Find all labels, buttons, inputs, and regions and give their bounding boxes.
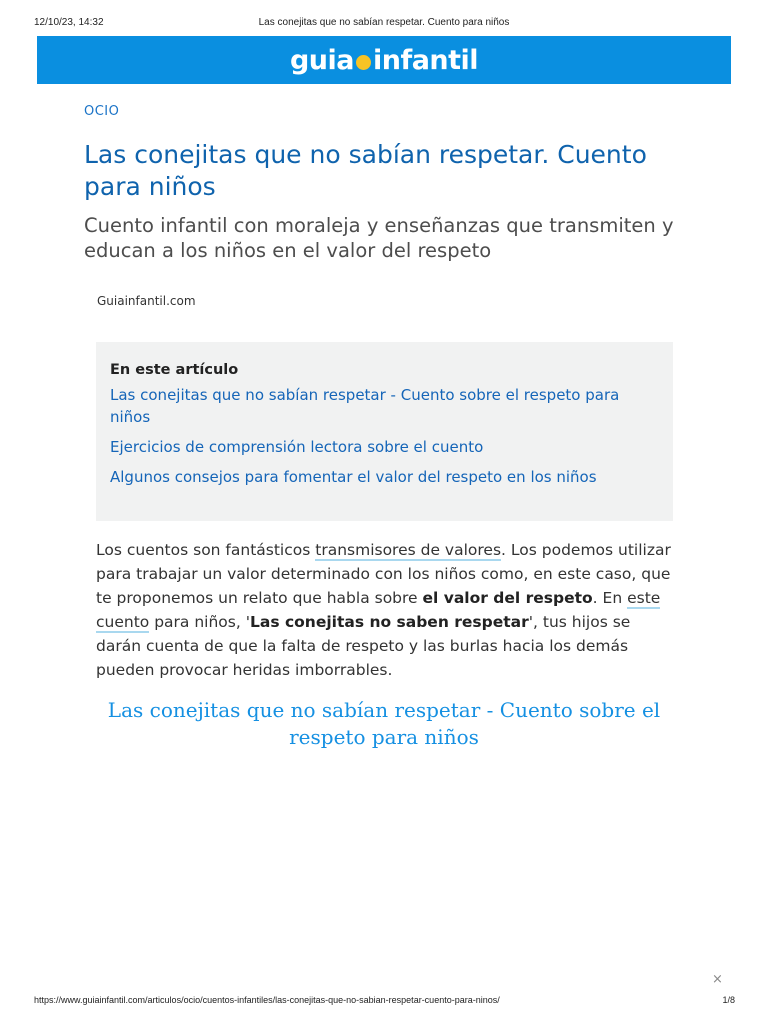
section-heading: Las conejitas que no sabían respetar - Cuento sobre el respeto para niños <box>107 698 661 749</box>
site-logo[interactable] <box>290 45 478 76</box>
toc-item-story[interactable]: Las conejitas que no sabían respetar - Cuento sobre el respeto para niños <box>110 386 620 426</box>
logo-text-right: infantil <box>372 44 479 76</box>
article-subtitle: Cuento infantil con moraleja y enseñanzas que transmiten y educan a los niños en el valor del respeto <box>84 214 674 262</box>
logo-dot-icon <box>356 55 371 70</box>
brand-bar <box>37 36 731 84</box>
category-link[interactable]: OCIO <box>84 104 120 119</box>
print-page-title: Las conejitas que no sabían respetar. Cuento para niños <box>258 17 510 28</box>
article-byline: Guiainfantil.com <box>97 294 196 308</box>
close-icon[interactable]: × <box>712 972 723 987</box>
intro-text-3: . En <box>592 589 628 607</box>
toc-item-tips[interactable]: Algunos consejos para fomentar el valor del respeto en los niños <box>110 468 597 486</box>
intro-bold-1: el valor del respeto <box>422 589 593 607</box>
intro-text-5: ', tus hijos se darán cuenta de que la falta de respeto y las burlas hacia los demás pueden provocar heridas imborrables. <box>96 613 631 679</box>
print-footer <box>0 995 768 1007</box>
intro-text-2: . Los podemos utilizar para trabajar un valor determinado con los niños como, en este caso, que te proponemos un relato que habla sobre <box>96 541 671 607</box>
intro-text-4: para niños, ' <box>149 613 250 631</box>
toc-heading: En este artículo <box>110 362 239 378</box>
print-url: https://www.guiainfantil.com/articulos/ocio/cuentos-infantiles/las-conejitas-que-no-sabian-respetar-cuento-para-ninos/ <box>34 995 500 1005</box>
link-este-cuento[interactable]: este cuento <box>96 589 661 631</box>
print-header <box>0 17 768 29</box>
link-transmisores-de-valores[interactable]: transmisores de valores <box>315 541 502 559</box>
print-date: 12/10/23, 14:32 <box>34 17 104 28</box>
intro-paragraph <box>96 538 680 682</box>
toc-item-exercises[interactable]: Ejercicios de comprensión lectora sobre el cuento <box>110 438 484 456</box>
logo-text-left: guia <box>289 44 354 76</box>
print-page-number: 1/8 <box>722 995 735 1005</box>
article-title: Las conejitas que no sabían respetar. Cuento para niños <box>84 140 647 201</box>
intro-text-1: Los cuentos son fantásticos <box>96 541 316 559</box>
table-of-contents <box>96 342 673 521</box>
intro-bold-2: Las conejitas no saben respetar <box>249 613 529 631</box>
